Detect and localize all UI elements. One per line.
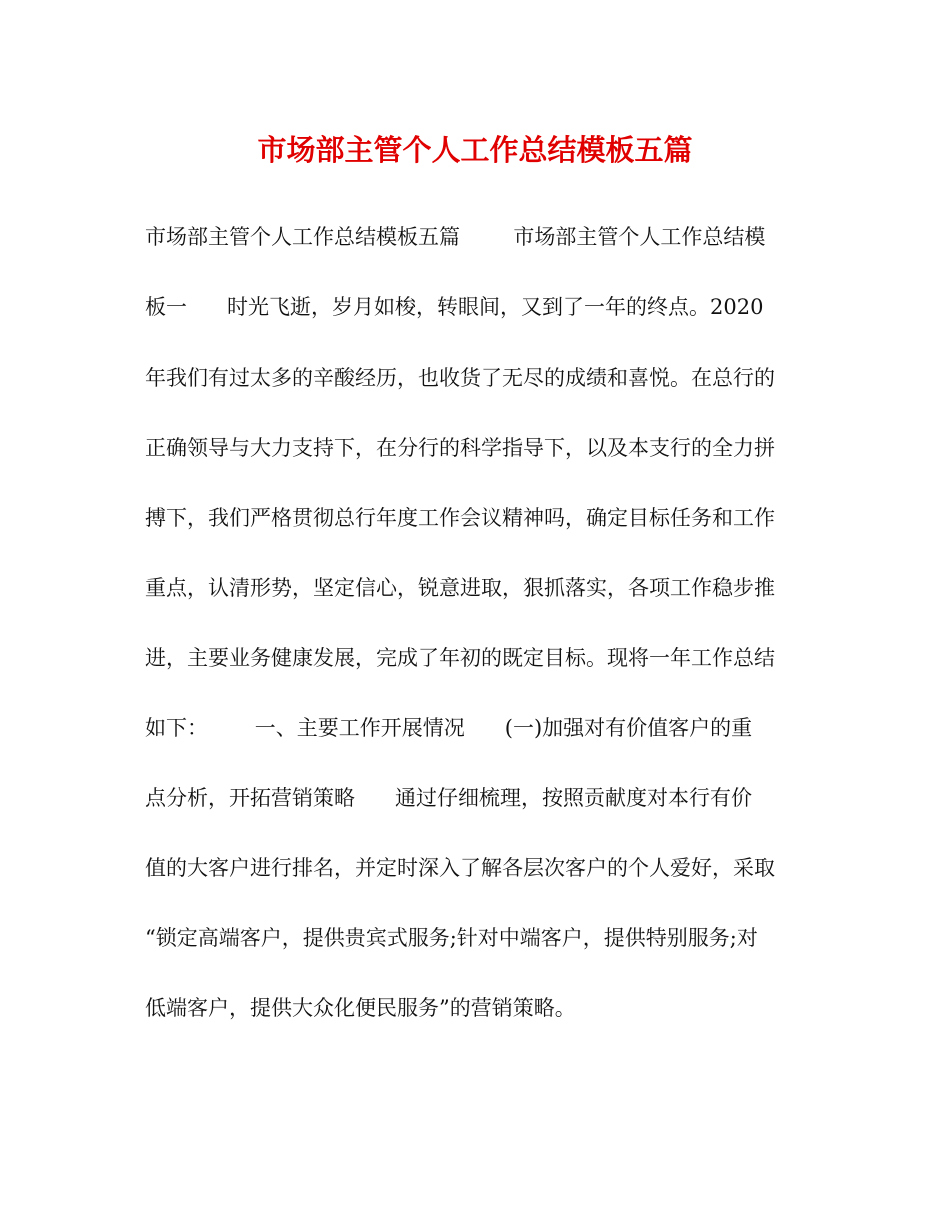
- document-title: 市场部主管个人工作总结模板五篇: [257, 133, 693, 167]
- body-line-11: “锁定高端客户，提供贵宾式服务;针对中端客户，提供特别服务;对: [145, 926, 758, 950]
- body-line-9: 点分析，开拓营销策略 通过仔细梳理，按照贡献度对本行有价: [145, 786, 753, 810]
- body-line-2: 板一 时光飞逝，岁月如梭，转眼间，又到了一年的终点。2020: [145, 295, 764, 319]
- body-line-3: 年我们有过太多的辛酸经历，也收货了无尽的成绩和喜悦。在总行的: [145, 366, 775, 390]
- body-line-8: 如下： 一、主要工作开展情况 (一)加强对有价值客户的重: [145, 716, 753, 740]
- body-line-5: 搏下，我们严格贯彻总行年度工作会议精神吗，确定目标任务和工作: [145, 506, 775, 530]
- body-line-4: 正确领导与大力支持下，在分行的科学指导下，以及本支行的全力拼: [145, 436, 775, 460]
- body-line-7: 进，主要业务健康发展，完成了年初的既定目标。现将一年工作总结: [145, 646, 775, 670]
- body-line-6: 重点，认清形势，坚定信心，锐意进取，狠抓落实，各项工作稳步推: [145, 576, 775, 600]
- body-line-12: 低端客户，提供大众化便民服务”的营销策略。: [145, 996, 576, 1020]
- body-line-1: 市场部主管个人工作总结模板五篇 市场部主管个人工作总结模: [145, 225, 766, 249]
- body-line-10: 值的大客户进行排名，并定时深入了解各层次客户的个人爱好，采取: [145, 856, 775, 880]
